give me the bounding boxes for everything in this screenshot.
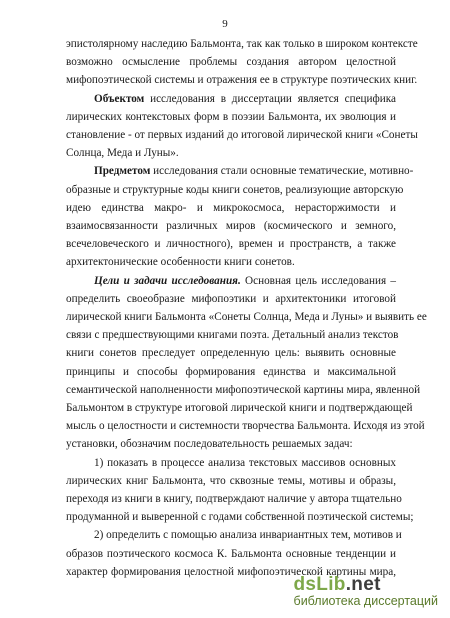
text-line	[66, 55, 396, 69]
line-text: 1) показать в процессе анализа текстовых массивов основных	[94, 456, 396, 469]
watermark-brand-dot: .	[345, 574, 352, 595]
text-line	[66, 183, 404, 197]
line-text: образов поэтического космоса К. Бальмонта основные тенденции и	[66, 547, 396, 560]
line-text: образные и структурные коды книги сонетов, реализующие авторскую	[66, 183, 404, 196]
text-line	[66, 401, 413, 415]
page-number: 9	[222, 18, 228, 30]
text-line	[66, 237, 396, 251]
watermark-brand-main: dsLib	[293, 574, 346, 595]
line-lead-term: Цели и задачи исследования.	[94, 274, 241, 287]
text-line	[66, 37, 418, 51]
line-text: становление - от первых изданий до итоговой лирической книги «Сонеты	[66, 129, 418, 141]
line-text: эпистолярному наследию Бальмонта, так как только в широком контексте	[66, 38, 418, 50]
watermark-brand-tld: net	[351, 574, 381, 595]
text-line	[66, 492, 402, 506]
text-line	[66, 146, 396, 160]
line-text: мифопоэтической системы и отражения ее в структуре поэтических книг.	[66, 74, 418, 87]
text-line	[66, 474, 396, 488]
line-text: установки, обозначим последовательность решаемых задач:	[66, 438, 353, 451]
text-line	[94, 274, 396, 288]
text-line	[66, 73, 418, 87]
line-text: исследования в диссертации является специфика	[144, 92, 396, 105]
text-line	[94, 456, 396, 470]
line-lead-term: Объектом	[94, 92, 145, 105]
watermark-logo[interactable]	[294, 574, 438, 608]
line-text: исследования стали основные тематические, мотивно-	[150, 165, 414, 178]
line-text: архитектонические особенности книги сонетов.	[66, 256, 295, 269]
line-text: взаимосвязанности различных миров (космического и земного,	[66, 220, 396, 232]
text-line	[66, 365, 396, 379]
text-line	[66, 383, 421, 397]
text-line	[66, 219, 396, 233]
text-line	[66, 292, 396, 306]
text-line	[94, 528, 402, 542]
text-line	[66, 110, 396, 124]
line-text: Солнца, Меда и Луны».	[66, 147, 179, 160]
line-text: связи с предшествующими книгами поэта. Детальный анализ текстов	[66, 329, 399, 342]
line-text: мысль о целостности и системности творчества Бальмонта. Исходя из этой	[66, 420, 425, 433]
text-line	[66, 201, 396, 215]
text-line	[66, 328, 399, 342]
line-text: возможно осмысление проблемы создания автором целостной	[66, 56, 396, 69]
line-text: Основная цель исследования –	[240, 274, 396, 287]
line-text: определить своеобразие мифопоэтики и архитектоники итоговой	[66, 292, 396, 305]
line-text: Бальмонтом в структуре итоговой лирической книги и подтверждающей	[66, 402, 413, 414]
text-line	[66, 437, 396, 451]
line-text: лирической книги Бальмонта «Сонеты Солнца, Меда и Луны» и выявить ее	[66, 311, 427, 323]
text-line	[66, 510, 414, 524]
text-line	[94, 164, 414, 178]
line-text: 2) определить с помощью анализа инвариантных тем, мотивов и	[94, 529, 402, 542]
line-text: лирических книг Бальмонта, что сквозные темы, мотивы и образы,	[66, 474, 396, 487]
text-line	[66, 547, 396, 561]
line-text: книги сонетов преследует определенную цель: выявить основные	[66, 347, 396, 360]
text-line	[66, 310, 427, 324]
text-line	[66, 346, 396, 360]
line-text: продуманной и выверенной с годами собственной поэтической системы;	[66, 511, 414, 524]
text-line	[66, 128, 418, 142]
line-text: характер формирования целостной мифопоэтической картины мира,	[66, 565, 396, 578]
watermark-subtitle: библиотека диссертаций	[293, 594, 438, 608]
text-line	[94, 92, 396, 106]
text-line	[66, 255, 396, 269]
line-text: принципы и способы формирования единства и максимальной	[66, 365, 396, 378]
line-text: идею единства макро- и микрокосмоса, нерасторжимости и	[66, 201, 396, 214]
line-text: лирических контекстовых форм в поэзии Бальмонта, их эволюция и	[66, 110, 396, 123]
line-text: переходя из книги в книгу, подтверждают наличие у автора тщательно	[66, 493, 402, 505]
line-text: всечеловеческого и личностного), времен и пространств, а также	[66, 238, 396, 251]
line-text: семантической наполненности мифопоэтической картины мира, явленной	[66, 383, 421, 396]
line-lead-term: Предметом	[94, 165, 151, 178]
text-line	[66, 419, 425, 433]
watermark-brand	[294, 574, 438, 596]
